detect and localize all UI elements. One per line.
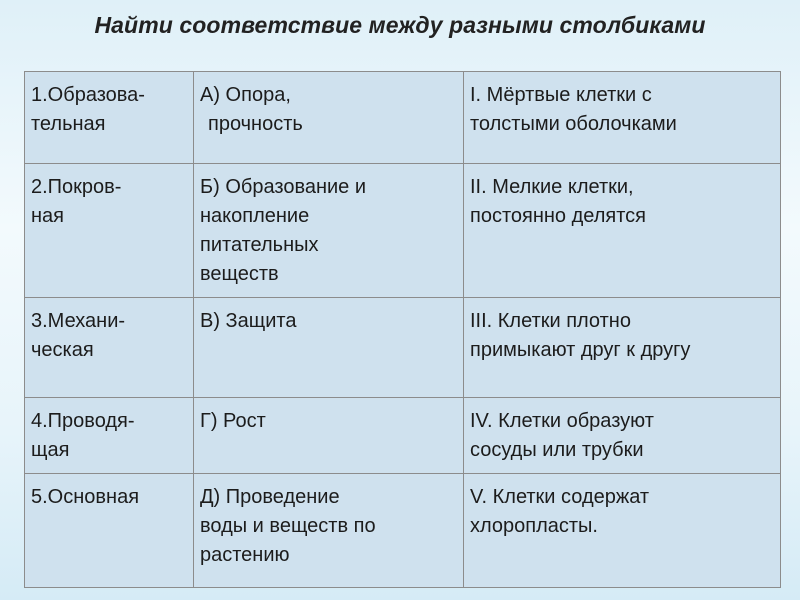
cell-text-line: 3.Механи- [31, 310, 126, 332]
structure-cell [464, 164, 781, 298]
cell-text-line: II. Мелкие клетки, [470, 176, 634, 198]
cell-text-line: Б) Образование и [200, 176, 367, 198]
cell-text-line: III. Клетки плотно [470, 310, 631, 332]
tissue-cell [25, 474, 194, 588]
tissue-cell [25, 398, 194, 474]
cell-text-line: В) Защита [200, 310, 297, 332]
table-row [25, 298, 781, 398]
cell-text-line: 5.Основная [31, 486, 140, 508]
structure-cell [464, 398, 781, 474]
cell-text-line: веществ [200, 263, 279, 285]
table-row [25, 398, 781, 474]
cell-text-line: постоянно делятся [470, 205, 647, 227]
table-row [25, 72, 781, 164]
cell-text-line: сосуды или трубки [470, 439, 644, 461]
cell-text-line: питательных [200, 234, 319, 256]
cell-text-line: щая [31, 439, 70, 461]
cell-text-line: тельная [31, 113, 106, 135]
structure-cell [464, 474, 781, 588]
cell-text-line: накопление [200, 205, 310, 227]
cell-text-line: ческая [31, 339, 94, 361]
cell-text-line: 1.Образова- [31, 84, 145, 106]
function-cell [194, 164, 464, 298]
cell-text-line: IV. Клетки образуют [470, 410, 654, 432]
structure-cell [464, 72, 781, 164]
structure-cell [464, 298, 781, 398]
table-row [25, 164, 781, 298]
function-cell [194, 474, 464, 588]
page-title: Найти соответствие между разными столбиками [94, 12, 706, 38]
cell-text-line: 2.Покров- [31, 176, 122, 198]
table-row [25, 474, 781, 588]
cell-text-line: растению [200, 544, 290, 566]
cell-text-line: Д) Проведение [200, 486, 340, 508]
tissue-cell [25, 164, 194, 298]
tissue-cell [25, 298, 194, 398]
cell-text-line: 4.Проводя- [31, 410, 135, 432]
cell-text-line: А) Опора, [200, 84, 291, 106]
cell-text-line: воды и веществ по [200, 515, 376, 537]
cell-text-line: Г) Рост [200, 410, 266, 432]
cell-text-line: I. Мёртвые клетки с [470, 84, 652, 106]
cell-text-line: примыкают друг к другу [470, 339, 691, 361]
function-cell [194, 72, 464, 164]
cell-text-line: прочность [208, 113, 303, 135]
tissue-cell [25, 72, 194, 164]
cell-text-line: хлоропласты. [470, 515, 598, 537]
cell-text-line: толстыми оболочками [470, 113, 677, 135]
function-cell [194, 298, 464, 398]
cell-text-line: ная [31, 205, 64, 227]
matching-table [24, 71, 781, 588]
cell-text-line: V. Клетки содержат [470, 486, 650, 508]
function-cell [194, 398, 464, 474]
